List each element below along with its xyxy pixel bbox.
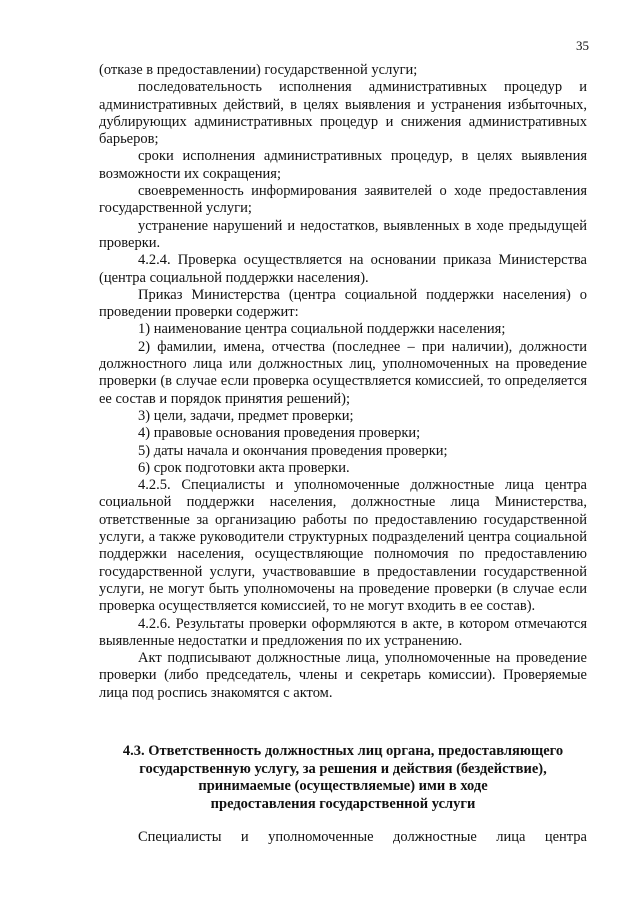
paragraph-4-2-6: 4.2.6. Результаты проверки оформляются в акте, в котором отмечаются выявленные недостатки и предложения по их устранению. <box>99 615 587 649</box>
list-item-3: 3) цели, задачи, предмет проверки; <box>138 407 354 424</box>
paragraph-order-contents: Приказ Министерства (центра социальной поддержки населения) о проведении проверки содержит: <box>99 286 587 321</box>
paragraph-informing-check: своевременность информирования заявителей о ходе предоставления государственной услуги; <box>99 183 587 217</box>
list-item-1: 1) наименование центра социальной поддержки населения; <box>138 321 506 338</box>
paragraph-deadlines-check: сроки исполнения административных процедур, в целях выявления возможности их сокращения; <box>99 148 587 182</box>
paragraph-4-2-4: 4.2.4. Проверка осуществляется на основании приказа Министерства (центра социальной поддержки населения). <box>99 252 587 286</box>
list-item-4: 4) правовые основания проведения проверки; <box>138 425 421 442</box>
paragraph-section-start: Специалисты и уполномоченные должностные лица центра <box>138 829 587 845</box>
paragraph-sequence-check: последовательность исполнения административных процедур и административных действий, в целях выявления и устранения избыточных, дублирующих административных процедур и снижения административных барьеров; <box>99 79 587 148</box>
page-number: 35 <box>576 38 589 53</box>
paragraph-continuation: (отказе в предоставлении) государственной услуги; <box>99 62 418 78</box>
section-heading-line: принимаемые (осуществляемые) ими в ходе <box>198 778 488 795</box>
list-item-6: 6) срок подготовки акта проверки. <box>138 459 350 476</box>
document-body <box>99 62 587 702</box>
list-item-5: 5) даты начала и окончания проведения проверки; <box>138 442 448 459</box>
paragraph-previous-violations: устранение нарушений и недостатков, выявленных в ходе предыдущей проверки. <box>99 217 587 251</box>
section-heading-4-3 <box>99 743 587 813</box>
paragraph-4-2-5: 4.2.5. Специалисты и уполномоченные должностные лица центра социальной поддержки населения, должностные лица Министерства, ответственные за организацию работы по предоставлению государственной услуги, а также руководители структурных подразделений центра социальной поддержки населения, осуществляющие полномочия по предоставлению государственной услуги, участвовавшие в предоставлении государственной услуги, не могут быть уполномочены на проведение проверки (в случае если проверка осуществляется комиссией, то не могут входить в ее состав). <box>99 477 587 615</box>
section-heading-line: предоставления государственной услуги <box>210 795 476 812</box>
list-item-2: 2) фамилии, имена, отчества (последнее – при наличии), должности должностного лица или должностных лиц, уполномоченных на проведение проверки (в случае если проверка осуществляется комиссией, то определяется ее состав и порядок принятия решений); <box>99 338 587 407</box>
paragraph-act-signing: Акт подписывают должностные лица, уполномоченные на проведение проверки (либо председатель, члены и секретарь комиссии). Проверяемые лица под роспись знакомятся с актом. <box>99 650 587 701</box>
section-heading-line: 4.3. Ответственность должностных лиц органа, предоставляющего <box>122 743 564 759</box>
section-heading-line: государственную услугу, за решения и действия (бездействие), <box>139 760 547 777</box>
